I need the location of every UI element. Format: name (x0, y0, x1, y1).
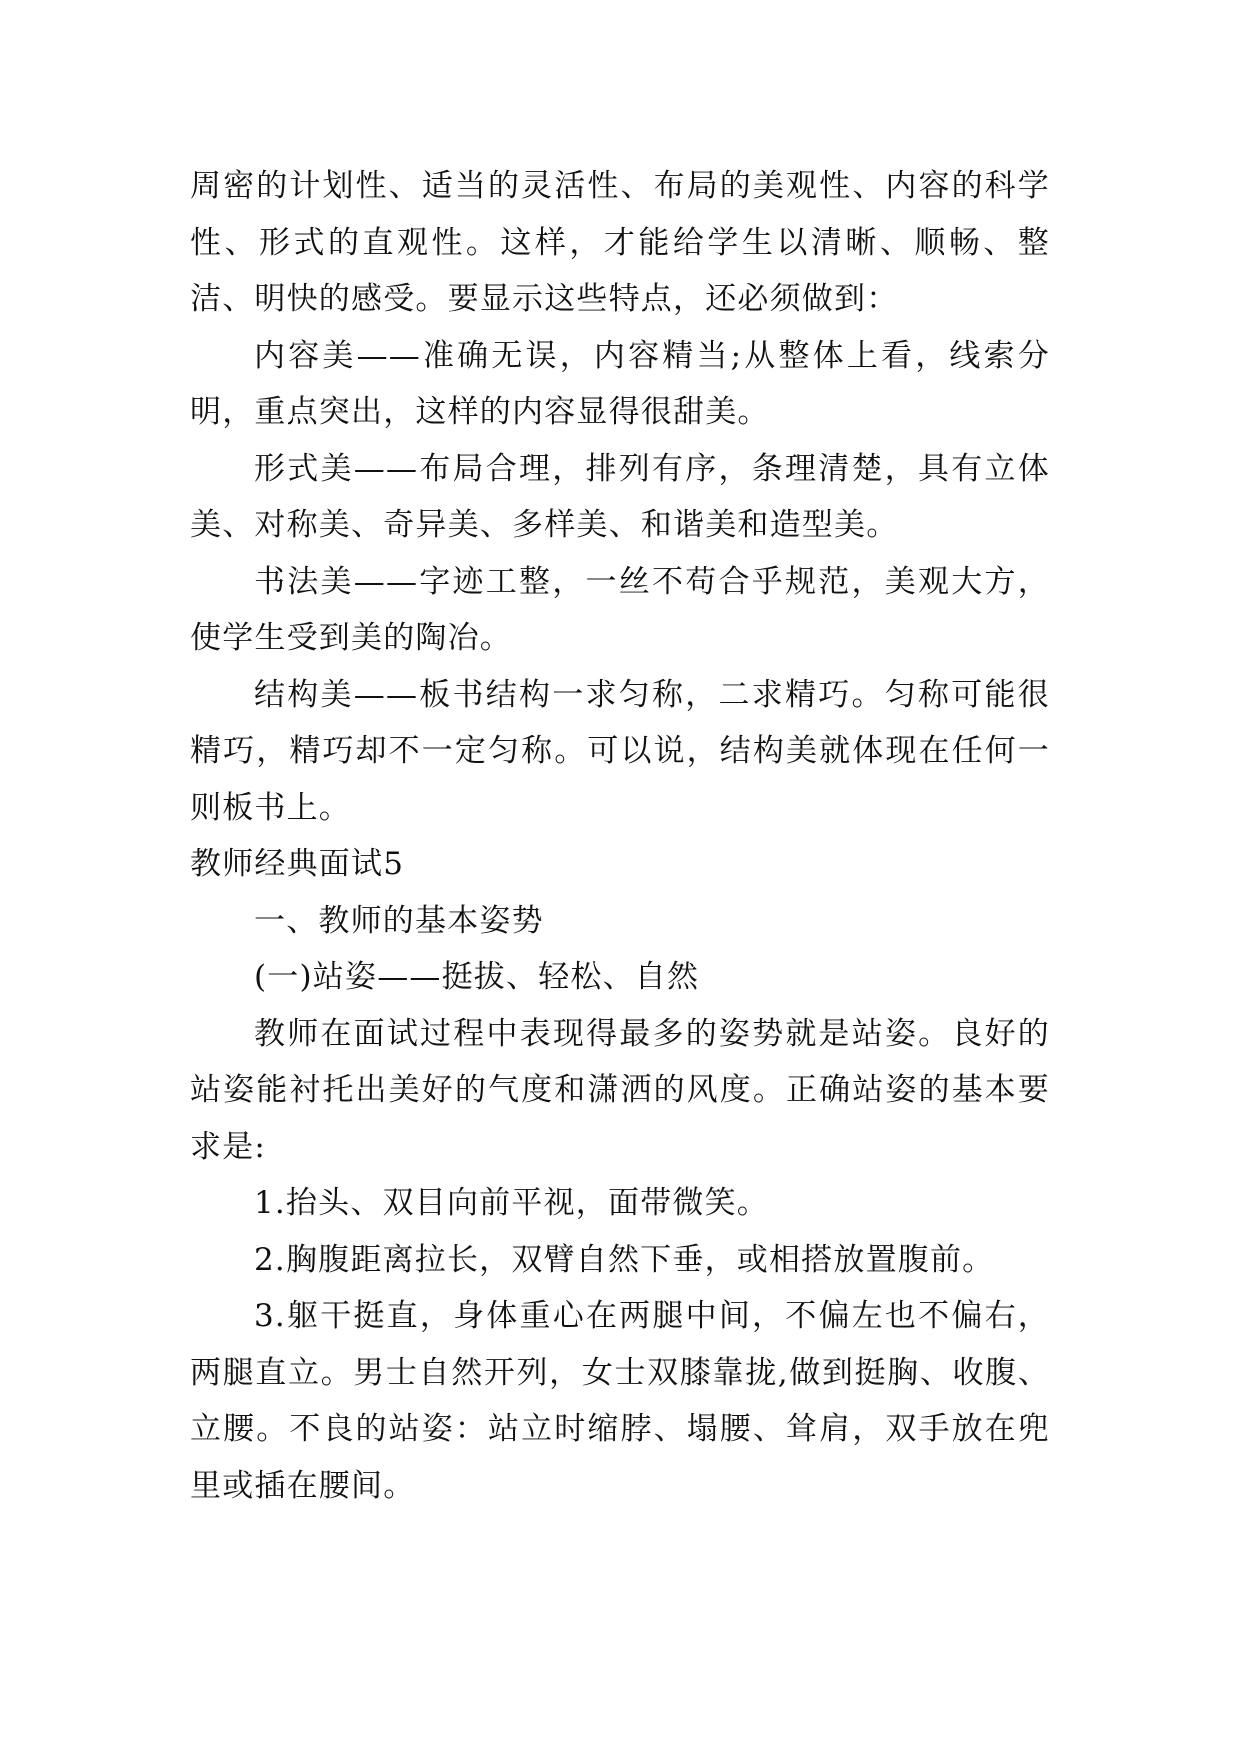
paragraph-standing-intro: 教师在面试过程中表现得最多的姿势就是站姿。良好的站姿能衬托出美好的气度和潇洒的风度。正确站姿的基本要求是: (190, 1015, 1050, 1165)
document-body (190, 158, 1050, 1514)
paragraph-structure-beauty: 结构美——板书结构一求匀称，二求精巧。匀称可能很精巧，精巧却不一定匀称。可以说，结构美就体现在任何一则板书上。 (190, 676, 1050, 826)
subheading-basic-posture: 一、教师的基本姿势 (254, 902, 544, 939)
paragraph-form-beauty: 形式美——布局合理，排列有序，条理清楚，具有立体美、对称美、奇异美、多样美、和谐美和造型美。 (190, 450, 1050, 543)
paragraph-content-beauty: 内容美——准确无误，内容精当;从整体上看，线索分明，重点突出，这样的内容显得很甜美。 (190, 337, 1050, 430)
list-item-1: 1.抬头、双目向前平视，面带微笑。 (254, 1185, 769, 1221)
section-heading: 教师经典面试5 (190, 846, 405, 882)
list-item-3: 3.躯干挺直，身体重心在两腿中间，不偏左也不偏右，两腿直立。男士自然开列，女士双膝靠拢,做到挺胸、收腹、立腰。不良的站姿：站立时缩脖、塌腰、耸肩，双手放在兜里或插在腰间。 (190, 1298, 1050, 1504)
subheading-standing-posture: (一)站姿——挺拔、轻松、自然 (254, 959, 700, 995)
paragraph-calligraphy-beauty: 书法美——字迹工整，一丝不苟合乎规范，美观大方，使学生受到美的陶冶。 (190, 563, 1050, 656)
list-item-2: 2.胸腹距离拉长，双臂自然下垂，或相搭放置腹前。 (254, 1241, 995, 1278)
paragraph-board-design-intro: 周密的计划性、适当的灵活性、布局的美观性、内容的科学性、形式的直观性。这样，才能给学生以清晰、顺畅、整洁、明快的感受。要显示这些特点，还必须做到： (190, 168, 1050, 317)
